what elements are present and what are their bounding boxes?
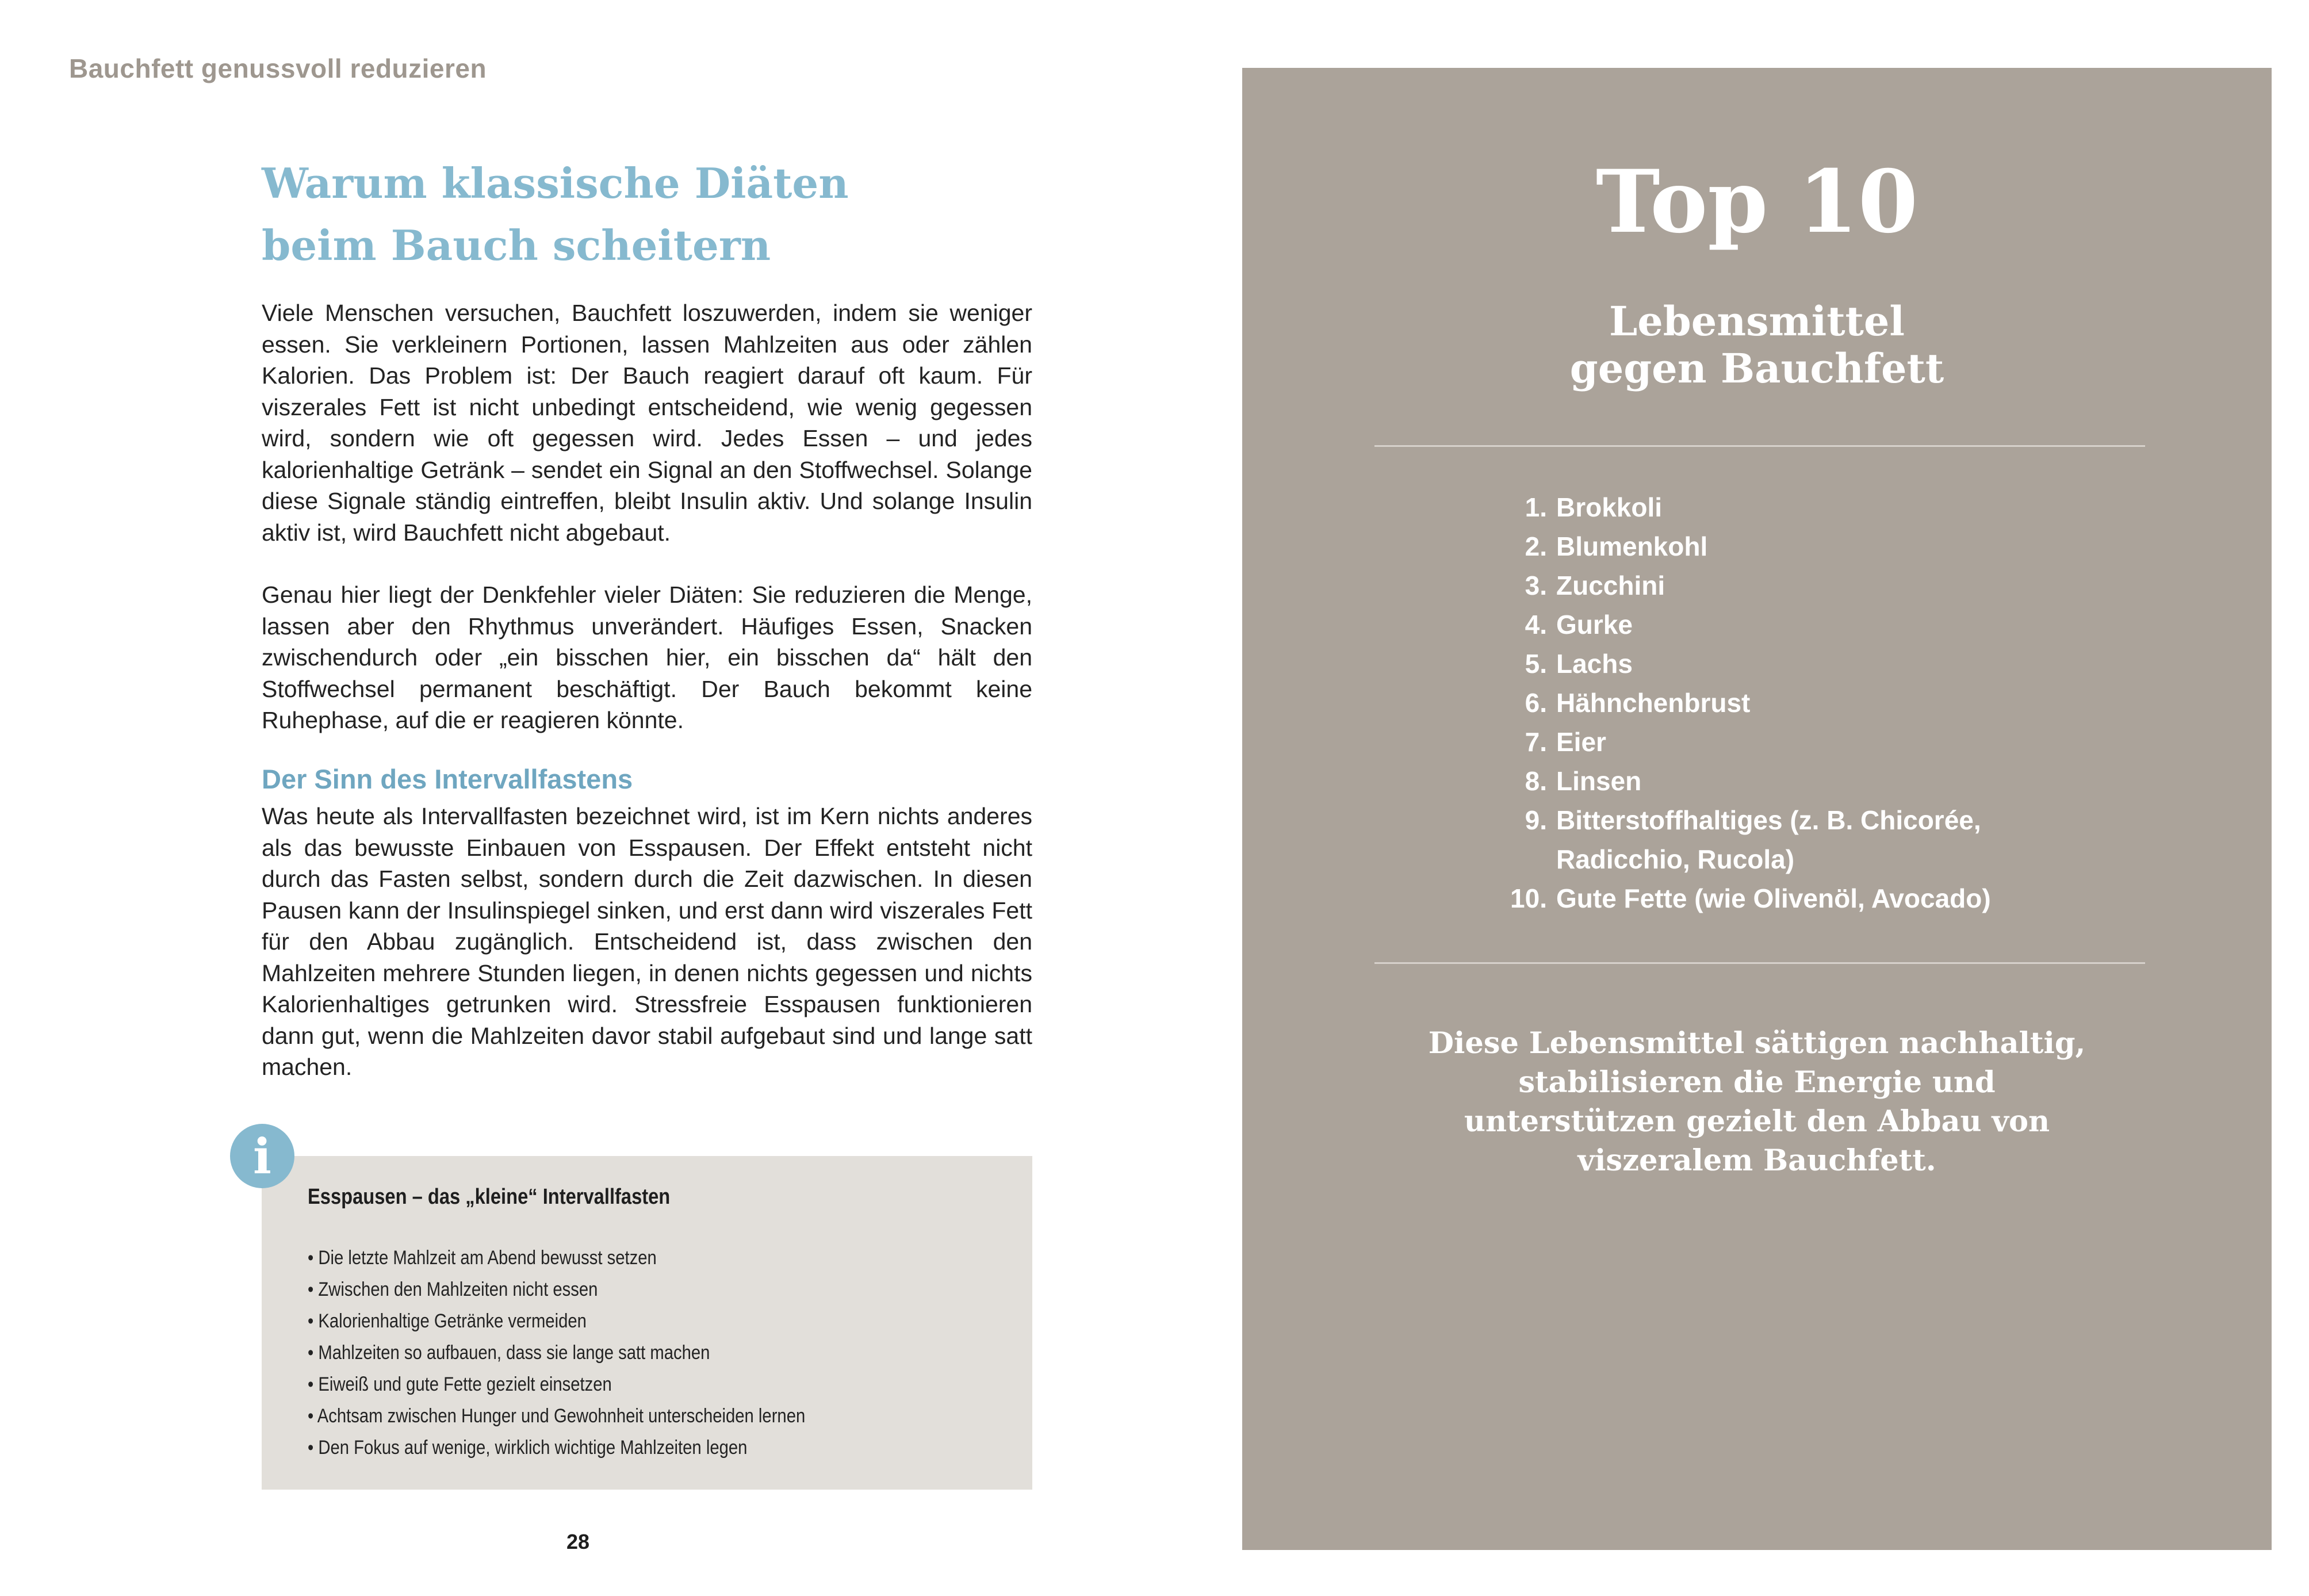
top10-list-item: [1495, 644, 2074, 683]
top10-list: [1495, 488, 2074, 918]
info-list-item: • Die letzte Mahlzeit am Abend bewusst setzen: [308, 1242, 805, 1274]
list-number: 3.: [1525, 571, 1547, 600]
list-number: 1.: [1525, 492, 1547, 522]
body-paragraph-1: Viele Menschen versuchen, Bauchfett loszuwerden, indem sie weniger essen. Sie verkleinern Portionen, lassen Mahlzeiten aus oder zählen Kalorien. Das Problem ist: Der Bauch reagiert darauf oft kaum. Für viszerales Fett ist nicht unbedingt entscheidend, wie wenig gegessen wird, sondern wie oft gegessen wird. Jedes Essen – und jedes kalorienhaltige Getränk – sendet ein Signal an den Stoffwechsel. Solange diese Signale ständig eintreffen, bleibt Insulin aktiv. Und solange Insulin aktiv ist, wird Bauchfett nicht abgebaut.: [262, 300, 1032, 546]
list-number: 4.: [1525, 610, 1547, 640]
top10-list-item: [1495, 683, 2074, 722]
info-box-title: Esspausen – das „kleine“ Intervallfasten: [308, 1185, 671, 1209]
list-number: 10.: [1510, 883, 1547, 913]
closing-line-2: stabilisieren die Energie und: [1518, 1065, 1996, 1100]
top10-subtitle: [1242, 298, 2272, 392]
info-list-item: • Kalorienhaltige Getränke vermeiden: [308, 1306, 805, 1337]
list-text: Lachs: [1556, 649, 1633, 679]
running-head: Bauchfett genussvoll reduzieren: [69, 53, 487, 83]
list-text: Bitterstoffhaltiges (z. B. Chicorée, Radicchio, Rucola): [1556, 805, 1981, 874]
list-text: Gurke: [1556, 610, 1633, 640]
top10-closing-text: [1242, 1024, 2272, 1180]
list-number: 5.: [1525, 649, 1547, 679]
top10-title: Top 10: [1595, 151, 1919, 252]
info-list-item: • Achtsam zwischen Hunger und Gewohnheit unterscheiden lernen: [308, 1400, 805, 1432]
list-text: Brokkoli: [1556, 492, 1663, 522]
info-list-item: • Zwischen den Mahlzeiten nicht essen: [308, 1274, 805, 1306]
page-headline: [262, 152, 1032, 277]
top10-list-item: [1495, 605, 2074, 644]
body-paragraph-3: Was heute als Intervallfasten bezeichnet wird, ist im Kern nichts anderes als das bewusste Einbauen von Esspausen. Der Effekt entsteht nicht durch das Fasten selbst, sondern durch die Zeit dazwischen. In diesen Pausen kann der Insulinspiegel sinken, und erst dann wird viszerales Fett für den Abbau zugänglich. Entscheidend ist, dass zwischen den Mahlzeiten mehrere Stunden liegen, in denen nichts gegessen und nichts Kalorienhaltiges getrunken wird. Stressfreie Esspausen funktionieren dann gut, wenn die Mahlzeiten davor stabil aufgebaut sind und lange satt machen.: [262, 803, 1032, 1080]
divider-top: [1374, 445, 2145, 447]
top10-subtitle-line-1: Lebensmittel: [1609, 297, 1905, 345]
closing-line-1: Diese Lebensmittel sättigen nachhaltig,: [1428, 1026, 2086, 1061]
list-number: 9.: [1525, 805, 1547, 835]
info-list-item: • Den Fokus auf wenige, wirklich wichtige Mahlzeiten legen: [308, 1432, 805, 1464]
list-number: 8.: [1525, 766, 1547, 796]
list-number: 6.: [1525, 688, 1547, 718]
info-box-list: [308, 1242, 886, 1464]
list-number: 7.: [1525, 727, 1547, 757]
top10-list-item: [1495, 566, 2074, 605]
closing-line-3: unterstützen gezielt den Abbau von: [1464, 1104, 2050, 1139]
list-text: Gute Fette (wie Olivenöl, Avocado): [1556, 883, 1991, 913]
headline-line-2: beim Bauch scheitern: [262, 221, 771, 270]
info-box: [262, 1156, 1032, 1490]
top10-list-item: [1495, 761, 2074, 801]
list-number: 2.: [1525, 531, 1547, 561]
headline-line-1: Warum klassische Diäten: [262, 159, 849, 208]
info-list-item: • Mahlzeiten so aufbauen, dass sie lange satt machen: [308, 1337, 805, 1369]
body-paragraph-2: Genau hier liegt der Denkfehler vieler Diäten: Sie reduzieren die Menge, lassen aber den Rhythmus unverändert. Häufiges Essen, Snacken zwischendurch oder „ein bisschen hier, ein bisschen da“ hält den Stoffwechsel permanent beschäftigt. Der Bauch bekommt keine Ruhephase, auf die er reagieren könnte.: [262, 581, 1032, 733]
closing-line-4: viszeralem Bauchfett.: [1577, 1143, 1936, 1178]
divider-bottom: [1374, 962, 2145, 964]
page-number: 28: [566, 1530, 590, 1553]
list-text: Zucchini: [1556, 571, 1665, 600]
info-icon: i: [230, 1124, 294, 1188]
top10-list-item: [1495, 801, 2074, 879]
top10-subtitle-line-2: gegen Bauchfett: [1569, 345, 1944, 392]
top10-list-item: [1495, 527, 2074, 566]
left-column: [262, 152, 1032, 1080]
info-list-item: • Eiweiß und gute Fette gezielt einsetzen: [308, 1369, 805, 1400]
top10-panel: [1242, 68, 2272, 1550]
list-text: Hähnchenbrust: [1556, 688, 1751, 718]
top10-list-item: [1495, 488, 2074, 527]
list-text: Linsen: [1556, 766, 1642, 796]
top10-list-item: [1495, 722, 2074, 761]
list-text: Eier: [1556, 727, 1606, 757]
top10-list-item: [1495, 879, 2074, 918]
list-text: Blumenkohl: [1556, 531, 1708, 561]
subheading: Der Sinn des Intervallfastens: [262, 764, 633, 794]
